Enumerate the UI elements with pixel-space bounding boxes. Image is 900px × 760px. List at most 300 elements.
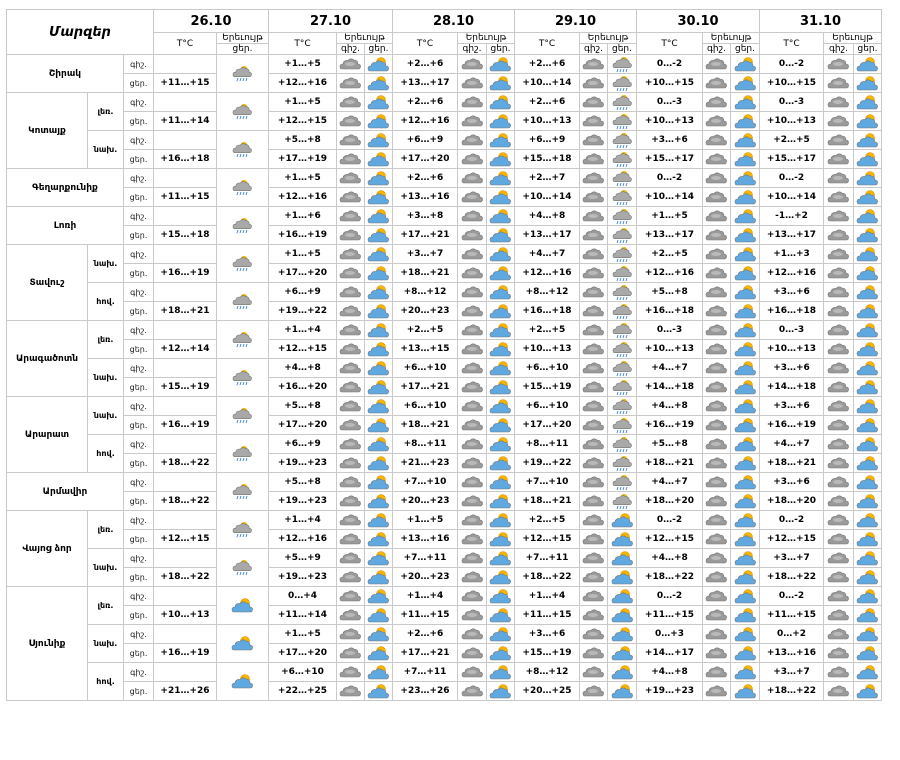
temp-value: +13…+17 <box>515 226 580 245</box>
cloud-icon <box>337 683 364 700</box>
weather-icon-cell <box>580 74 608 93</box>
cloud-icon <box>459 417 486 434</box>
weather-icon-cell <box>703 378 731 397</box>
date-header: 27.10 <box>269 10 393 33</box>
weather-icon-cell <box>580 625 608 644</box>
temp-value <box>154 283 217 302</box>
temp-value: +15…+19 <box>515 644 580 663</box>
partly-cloudy-icon <box>609 607 636 624</box>
partly-cloudy-icon <box>732 113 759 130</box>
temp-value <box>154 473 217 492</box>
night-label: գիշ. <box>124 625 154 644</box>
partly-cloudy-icon <box>854 75 881 92</box>
table-row <box>7 492 882 511</box>
weather-icon-cell <box>608 245 637 264</box>
weather-icon-cell <box>217 245 269 283</box>
partly-cloudy-icon <box>732 550 759 567</box>
temp-value: +4…+8 <box>515 207 580 226</box>
partly-cloudy-icon <box>487 227 514 244</box>
weather-icon-cell <box>337 492 365 511</box>
weather-icon-cell <box>365 264 393 283</box>
temp-value: +16…+18 <box>760 302 824 321</box>
partly-cloudy-icon <box>854 284 881 301</box>
partly-cloudy-icon <box>854 360 881 377</box>
temp-value <box>154 435 217 454</box>
partly-cloudy-icon <box>854 588 881 605</box>
cloud-icon <box>580 303 607 320</box>
day-subheader: ցեր. <box>731 44 760 55</box>
table-row <box>7 188 882 207</box>
temp-value: +16…+19 <box>154 644 217 663</box>
weather-icon-cell <box>731 169 760 188</box>
temp-value: +18…+21 <box>515 492 580 511</box>
weather-icon-cell <box>337 112 365 131</box>
day-label: ցեր. <box>124 302 154 321</box>
weather-icon-cell <box>824 397 854 416</box>
cloud-icon <box>337 284 364 301</box>
partly-cloudy-icon <box>854 246 881 263</box>
weather-icon-cell <box>337 150 365 169</box>
weather-icon-cell <box>458 226 487 245</box>
temp-value: +1…+3 <box>760 245 824 264</box>
temp-value: +18…+22 <box>154 492 217 511</box>
weather-header: Երեւույթ <box>458 33 515 44</box>
partly-cloudy-icon <box>609 512 636 529</box>
temp-value: +20…+23 <box>393 302 458 321</box>
region-name: Տավուշ <box>7 245 88 321</box>
partly-cloudy-icon <box>229 597 256 614</box>
temp-value: +8…+12 <box>515 663 580 682</box>
weather-icon-cell <box>365 112 393 131</box>
weather-icon-cell <box>824 264 854 283</box>
temp-value: 0…+3 <box>637 625 703 644</box>
partly-cloudy-icon <box>229 673 256 690</box>
weather-icon-cell <box>365 435 393 454</box>
temp-value: +7…+11 <box>393 663 458 682</box>
subregion-label: նախ. <box>88 625 124 663</box>
table-row <box>7 112 882 131</box>
temp-value: +18…+21 <box>393 416 458 435</box>
cloud-icon <box>580 626 607 643</box>
cloud-icon <box>580 550 607 567</box>
weather-icon-cell <box>608 207 637 226</box>
date-header: 29.10 <box>515 10 637 33</box>
temp-value: +1…+4 <box>393 587 458 606</box>
cloud-icon <box>459 132 486 149</box>
weather-icon-cell <box>608 93 637 112</box>
weather-icon-cell <box>608 188 637 207</box>
day-subheader: ցեր. <box>365 44 393 55</box>
weather-icon-cell <box>487 340 515 359</box>
cloud-icon <box>825 588 852 605</box>
cloud-icon <box>337 303 364 320</box>
weather-icon-cell <box>854 530 882 549</box>
cloud-icon <box>825 322 852 339</box>
cloud-icon <box>703 341 730 358</box>
cloud-icon <box>459 113 486 130</box>
weather-icon-cell <box>337 302 365 321</box>
partly-cloudy-icon <box>487 607 514 624</box>
temp-value: +6…+10 <box>269 663 337 682</box>
weather-icon-cell <box>824 55 854 74</box>
cloud-icon <box>459 645 486 662</box>
weather-icon-cell <box>854 378 882 397</box>
weather-icon-cell <box>580 644 608 663</box>
weather-icon-cell <box>608 549 637 568</box>
partly-cloudy-icon <box>854 531 881 548</box>
cloud-icon <box>825 512 852 529</box>
weather-icon-cell <box>731 283 760 302</box>
weather-icon-cell <box>580 264 608 283</box>
cloud-icon <box>825 607 852 624</box>
weather-icon-cell <box>487 530 515 549</box>
temp-value: +10…+13 <box>515 340 580 359</box>
weather-icon-cell <box>854 606 882 625</box>
weather-icon-cell <box>217 55 269 93</box>
partly-cloudy-icon <box>854 56 881 73</box>
weather-icon-cell <box>703 359 731 378</box>
partly-cloudy-icon <box>732 512 759 529</box>
partly-cloudy-icon <box>609 626 636 643</box>
weather-icon-cell <box>824 625 854 644</box>
weather-icon-cell <box>731 473 760 492</box>
partly-cloudy-icon <box>854 664 881 681</box>
weather-icon-cell <box>580 340 608 359</box>
temp-value: 0…-2 <box>760 55 824 74</box>
temp-value: +6…+9 <box>393 131 458 150</box>
cloud-icon <box>825 417 852 434</box>
weather-icon-cell <box>365 663 393 682</box>
cloud-icon <box>459 265 486 282</box>
cloud-icon <box>459 436 486 453</box>
weather-icon-cell <box>337 264 365 283</box>
weather-icon-cell <box>854 416 882 435</box>
temp-value: +11…+15 <box>515 606 580 625</box>
partly-cloudy-icon <box>732 417 759 434</box>
rain-icon <box>229 445 256 462</box>
weather-icon-cell <box>217 131 269 169</box>
cloud-icon <box>703 113 730 130</box>
temp-value: +13…+16 <box>393 530 458 549</box>
cloud-icon <box>580 417 607 434</box>
weather-icon-cell <box>608 587 637 606</box>
table-row <box>7 207 882 226</box>
cloud-icon <box>337 436 364 453</box>
partly-cloudy-icon <box>854 436 881 453</box>
temp-header: T°C <box>637 33 703 55</box>
cloud-icon <box>459 94 486 111</box>
table-row <box>7 93 882 112</box>
weather-icon-cell <box>458 492 487 511</box>
weather-icon-cell <box>458 245 487 264</box>
temp-value: +11…+14 <box>154 112 217 131</box>
weather-icon-cell <box>337 530 365 549</box>
weather-icon-cell <box>337 283 365 302</box>
rain-icon <box>609 151 636 168</box>
cloud-icon <box>337 607 364 624</box>
cloud-icon <box>825 132 852 149</box>
rain-icon <box>609 341 636 358</box>
day-subheader: ցեր. <box>854 44 882 55</box>
temp-value: +12…+16 <box>269 74 337 93</box>
date-header: 28.10 <box>393 10 515 33</box>
cloud-icon <box>825 379 852 396</box>
weather-icon-cell <box>487 93 515 112</box>
cloud-icon <box>825 151 852 168</box>
weather-icon-cell <box>703 530 731 549</box>
weather-header: Երեւույթ <box>703 33 760 44</box>
weather-icon-cell <box>458 112 487 131</box>
weather-icon-cell <box>854 74 882 93</box>
temp-value <box>154 207 217 226</box>
rain-icon <box>609 75 636 92</box>
weather-icon-cell <box>487 473 515 492</box>
temp-value: +15…+19 <box>515 378 580 397</box>
cloud-icon <box>825 56 852 73</box>
partly-cloudy-icon <box>609 588 636 605</box>
weather-icon-cell <box>608 682 637 701</box>
weather-icon-cell <box>854 435 882 454</box>
cloud-icon <box>825 683 852 700</box>
weather-icon-cell <box>217 321 269 359</box>
weather-icon-cell <box>337 644 365 663</box>
cloud-icon <box>580 341 607 358</box>
rain-icon <box>609 379 636 396</box>
cloud-icon <box>825 189 852 206</box>
weather-icon-cell <box>365 511 393 530</box>
cloud-icon <box>825 569 852 586</box>
temp-value: +2…+6 <box>515 55 580 74</box>
weather-icon-cell <box>608 530 637 549</box>
weather-icon-cell <box>703 150 731 169</box>
weather-icon-cell <box>703 473 731 492</box>
table-row <box>7 340 882 359</box>
temp-value: +21…+23 <box>393 454 458 473</box>
temp-value: +1…+5 <box>269 93 337 112</box>
weather-icon-cell <box>608 644 637 663</box>
temp-value: +1…+5 <box>269 625 337 644</box>
weather-icon-cell <box>337 397 365 416</box>
weather-icon-cell <box>703 226 731 245</box>
region-name: Վայոց ձոր <box>7 511 88 587</box>
rain-icon <box>609 94 636 111</box>
weather-header: Երեւույթ <box>217 33 269 44</box>
weather-icon-cell <box>608 473 637 492</box>
temp-value: 0…-3 <box>760 321 824 340</box>
table-row <box>7 663 882 682</box>
weather-icon-cell <box>487 625 515 644</box>
weather-icon-cell <box>337 568 365 587</box>
partly-cloudy-icon <box>487 531 514 548</box>
cloud-icon <box>580 132 607 149</box>
weather-icon-cell <box>731 625 760 644</box>
weather-icon-cell <box>608 568 637 587</box>
weather-icon-cell <box>854 397 882 416</box>
temp-value: +11…+15 <box>154 74 217 93</box>
cloud-icon <box>703 208 730 225</box>
rain-icon <box>609 398 636 415</box>
weather-icon-cell <box>458 302 487 321</box>
weather-icon-cell <box>458 340 487 359</box>
weather-icon-cell <box>487 188 515 207</box>
cloud-icon <box>580 436 607 453</box>
rain-icon <box>229 369 256 386</box>
cloud-icon <box>703 227 730 244</box>
weather-icon-cell <box>703 625 731 644</box>
cloud-icon <box>337 455 364 472</box>
day-label: ցեր. <box>124 188 154 207</box>
cloud-icon <box>580 379 607 396</box>
weather-icon-cell <box>458 321 487 340</box>
temp-value: +7…+11 <box>393 549 458 568</box>
temp-value <box>154 321 217 340</box>
rain-icon <box>229 483 256 500</box>
weather-icon-cell <box>458 378 487 397</box>
temp-value: +18…+22 <box>154 454 217 473</box>
cloud-icon <box>459 683 486 700</box>
temp-value: +20…+23 <box>393 492 458 511</box>
temp-value: +15…+18 <box>154 226 217 245</box>
temp-value: +10…+15 <box>637 74 703 93</box>
weather-icon-cell <box>458 644 487 663</box>
cloud-icon <box>703 322 730 339</box>
temp-value: +10…+13 <box>637 112 703 131</box>
temp-value: +11…+15 <box>393 606 458 625</box>
temp-value: +12…+16 <box>760 264 824 283</box>
temp-value: +20…+25 <box>515 682 580 701</box>
rain-icon <box>609 322 636 339</box>
cloud-icon <box>825 626 852 643</box>
weather-icon-cell <box>731 340 760 359</box>
region-name: Սյունիք <box>7 587 88 701</box>
weather-icon-cell <box>608 112 637 131</box>
temp-value: +2…+6 <box>393 93 458 112</box>
cloud-icon <box>459 588 486 605</box>
night-label: գիշ. <box>124 131 154 150</box>
region-name: Կոտայք <box>7 93 88 169</box>
temp-value: +1…+5 <box>637 207 703 226</box>
temp-value: -1…+2 <box>760 207 824 226</box>
cloud-icon <box>580 588 607 605</box>
weather-icon-cell <box>337 587 365 606</box>
cloud-icon <box>459 664 486 681</box>
weather-icon-cell <box>487 283 515 302</box>
cloud-icon <box>825 341 852 358</box>
subregion-label: լեռ. <box>88 93 124 131</box>
weather-icon-cell <box>824 112 854 131</box>
temp-value: +1…+4 <box>269 511 337 530</box>
weather-icon-cell <box>854 321 882 340</box>
partly-cloudy-icon <box>854 398 881 415</box>
temp-value: +13…+16 <box>760 644 824 663</box>
weather-icon-cell <box>337 93 365 112</box>
weather-icon-cell <box>458 568 487 587</box>
cloud-icon <box>580 531 607 548</box>
cloud-icon <box>337 531 364 548</box>
temp-value: +18…+22 <box>760 682 824 701</box>
partly-cloudy-icon <box>487 645 514 662</box>
weather-icon-cell <box>365 530 393 549</box>
cloud-icon <box>459 246 486 263</box>
temp-value: +2…+5 <box>515 511 580 530</box>
partly-cloudy-icon <box>487 303 514 320</box>
partly-cloudy-icon <box>487 379 514 396</box>
weather-icon-cell <box>580 378 608 397</box>
partly-cloudy-icon <box>609 645 636 662</box>
weather-icon-cell <box>824 682 854 701</box>
weather-icon-cell <box>608 435 637 454</box>
partly-cloudy-icon <box>487 246 514 263</box>
temp-header: T°C <box>393 33 458 55</box>
weather-icon-cell <box>731 226 760 245</box>
weather-icon-cell <box>854 131 882 150</box>
weather-icon-cell <box>731 188 760 207</box>
weather-icon-cell <box>337 340 365 359</box>
cloud-icon <box>703 417 730 434</box>
cloud-icon <box>337 493 364 510</box>
temp-value: +12…+16 <box>269 188 337 207</box>
temp-value: +2…+5 <box>393 321 458 340</box>
temp-value: +17…+19 <box>269 150 337 169</box>
night-subheader: գիշ. <box>337 44 365 55</box>
temp-value: +19…+23 <box>269 568 337 587</box>
cloud-icon <box>459 284 486 301</box>
temp-value: +17…+20 <box>393 150 458 169</box>
subregion-label: նախ. <box>88 359 124 397</box>
regions-header: Մարզեր <box>7 10 154 55</box>
cloud-icon <box>337 645 364 662</box>
weather-icon-cell <box>731 74 760 93</box>
weather-icon-cell <box>731 587 760 606</box>
partly-cloudy-icon <box>365 417 392 434</box>
temp-value: +10…+14 <box>760 188 824 207</box>
temp-value <box>154 549 217 568</box>
weather-icon-cell <box>731 245 760 264</box>
weather-icon-cell <box>731 359 760 378</box>
weather-icon-cell <box>703 663 731 682</box>
temp-value: +2…+5 <box>760 131 824 150</box>
weather-icon-cell <box>703 321 731 340</box>
temp-value: +12…+15 <box>515 530 580 549</box>
weather-icon-cell <box>365 359 393 378</box>
rain-icon <box>609 417 636 434</box>
weather-icon-cell <box>337 207 365 226</box>
subregion-label: նախ. <box>88 245 124 283</box>
table-row <box>7 587 882 606</box>
subregion-label: նախ. <box>88 131 124 169</box>
partly-cloudy-icon <box>229 635 256 652</box>
weather-icon-cell <box>703 340 731 359</box>
weather-icon-cell <box>824 568 854 587</box>
temp-value: +18…+22 <box>637 568 703 587</box>
night-label: գիշ. <box>124 473 154 492</box>
day-label: ցեր. <box>124 150 154 169</box>
weather-icon-cell <box>731 55 760 74</box>
weather-icon-cell <box>458 435 487 454</box>
weather-icon-cell <box>731 568 760 587</box>
temp-value: +5…+8 <box>269 473 337 492</box>
cloud-icon <box>825 170 852 187</box>
cloud-icon <box>580 645 607 662</box>
temp-value <box>154 169 217 188</box>
partly-cloudy-icon <box>854 683 881 700</box>
table-row <box>7 302 882 321</box>
weather-icon-cell <box>824 283 854 302</box>
temp-value: 0…-3 <box>637 321 703 340</box>
temp-value: +19…+23 <box>269 492 337 511</box>
cloud-icon <box>703 569 730 586</box>
weather-icon-cell <box>608 55 637 74</box>
